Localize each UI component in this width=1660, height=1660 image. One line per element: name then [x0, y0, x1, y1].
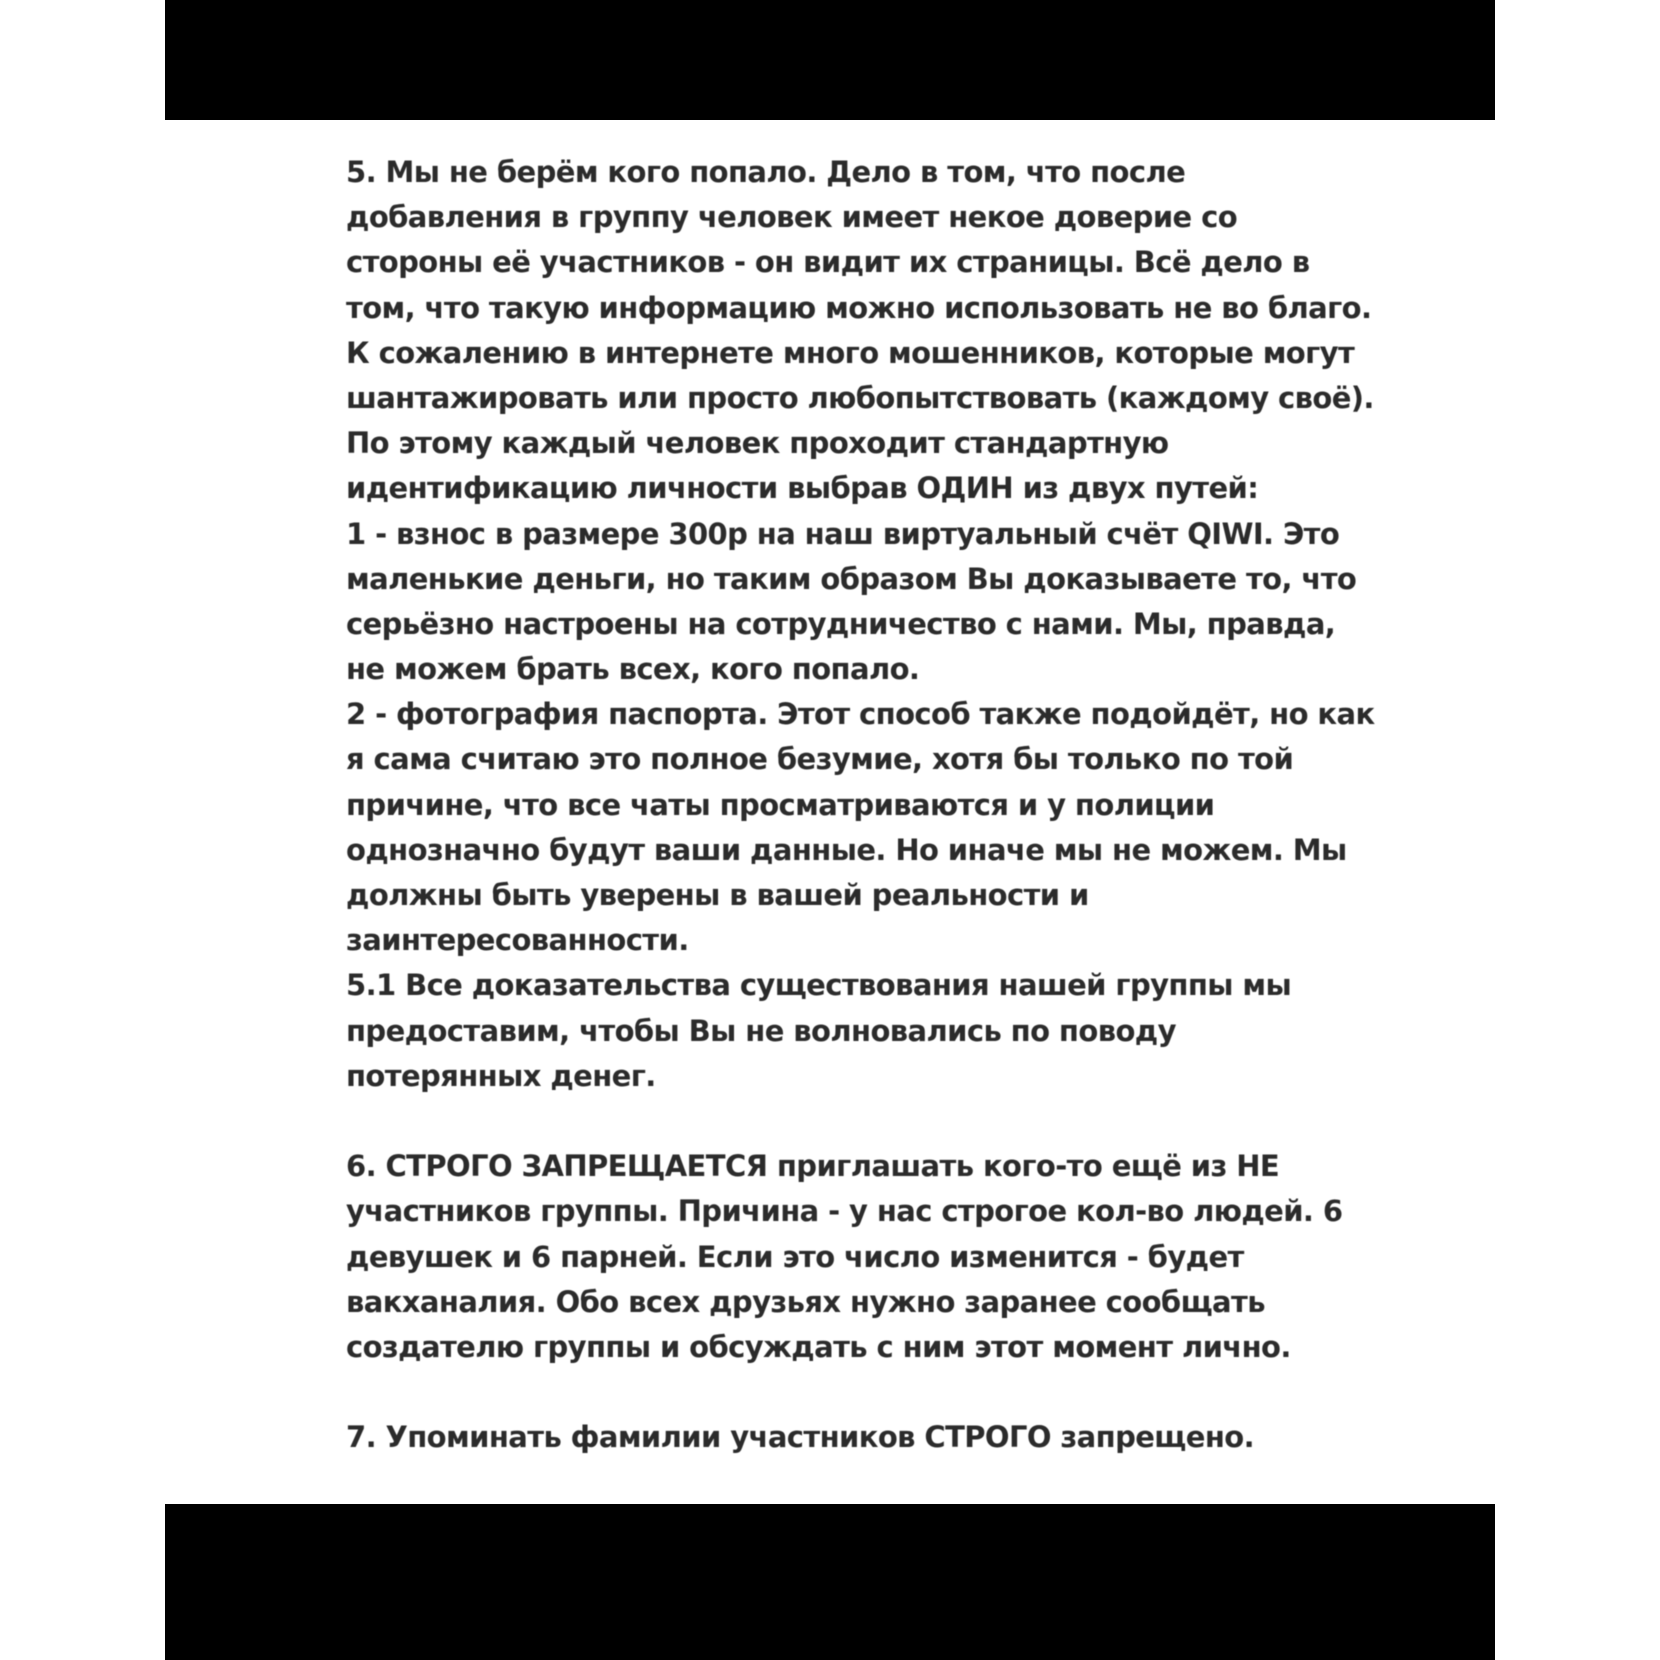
text-line: 5.1 Все доказательства существования нашей группы мы	[346, 968, 1292, 1003]
text-line: 5. Мы не берём кого попало. Дело в том, что после	[346, 155, 1186, 189]
text-line: предоставим, чтобы Вы не волновались по поводу	[346, 1013, 1176, 1048]
text-line: создателю группы и обсуждать с ним этот момент лично.	[346, 1329, 1291, 1364]
text-line: 7. Упоминать фамилии участников СТРОГО запрещено.	[346, 1420, 1255, 1455]
text-line: серьёзно настроены на сотрудничество с нами. Мы, правда,	[346, 606, 1336, 641]
text-line: 2 - фотография паспорта. Этот способ также подойдёт, но как	[346, 697, 1375, 732]
text-line: потерянных денег.	[346, 1058, 656, 1093]
text-line: По этому каждый человек проходит стандартную	[346, 426, 1169, 461]
rules-text	[346, 150, 1375, 1460]
text-line: девушек и 6 парней. Если это число изменится - будет	[346, 1239, 1244, 1274]
rule-5-paragraph	[346, 150, 1375, 1099]
text-line: я сама считаю это полное безумие, хотя бы только по той	[346, 742, 1294, 777]
text-line: вакханалия. Обо всех друзьях нужно заранее сообщать	[346, 1284, 1265, 1319]
text-line: К сожалению в интернете много мошенников, которые могут	[346, 335, 1355, 370]
paragraph-spacer	[346, 1370, 1356, 1415]
rule-6-paragraph	[346, 1144, 1356, 1370]
text-line: причине, что все чаты просматриваются и у полиции	[346, 787, 1215, 822]
text-line: маленькие деньги, но таким образом Вы доказываете то, что	[346, 561, 1357, 596]
paragraph-spacer	[346, 1099, 1356, 1144]
text-line: 6. СТРОГО ЗАПРЕЩАЕТСЯ приглашать кого-то ещё из НЕ	[346, 1149, 1280, 1184]
text-line: 1 - взнос в размере 300р на наш виртуальный счёт QIWI. Это	[346, 516, 1340, 551]
text-line: идентификацию личности выбрав ОДИН из двух путей:	[346, 471, 1259, 506]
rule-7-paragraph	[346, 1415, 1356, 1460]
text-line: однозначно будут ваши данные. Но иначе мы не можем. Мы	[346, 832, 1347, 867]
text-line: участников группы. Причина - у нас строгое кол-во людей. 6	[346, 1194, 1343, 1229]
text-line: шантажировать или просто любопытствовать (каждому своё).	[346, 380, 1374, 415]
text-line: добавления в группу человек имеет некое доверие со	[346, 200, 1238, 235]
text-line: не можем брать всех, кого попало.	[346, 652, 920, 687]
text-line: заинтересованности.	[346, 923, 689, 958]
text-line: стороны её участников - он видит их страницы. Всё дело в	[346, 245, 1310, 280]
text-line: должны быть уверены в вашей реальности и	[346, 878, 1089, 912]
text-line: том, что такую информацию можно использовать не во благо.	[346, 290, 1372, 325]
